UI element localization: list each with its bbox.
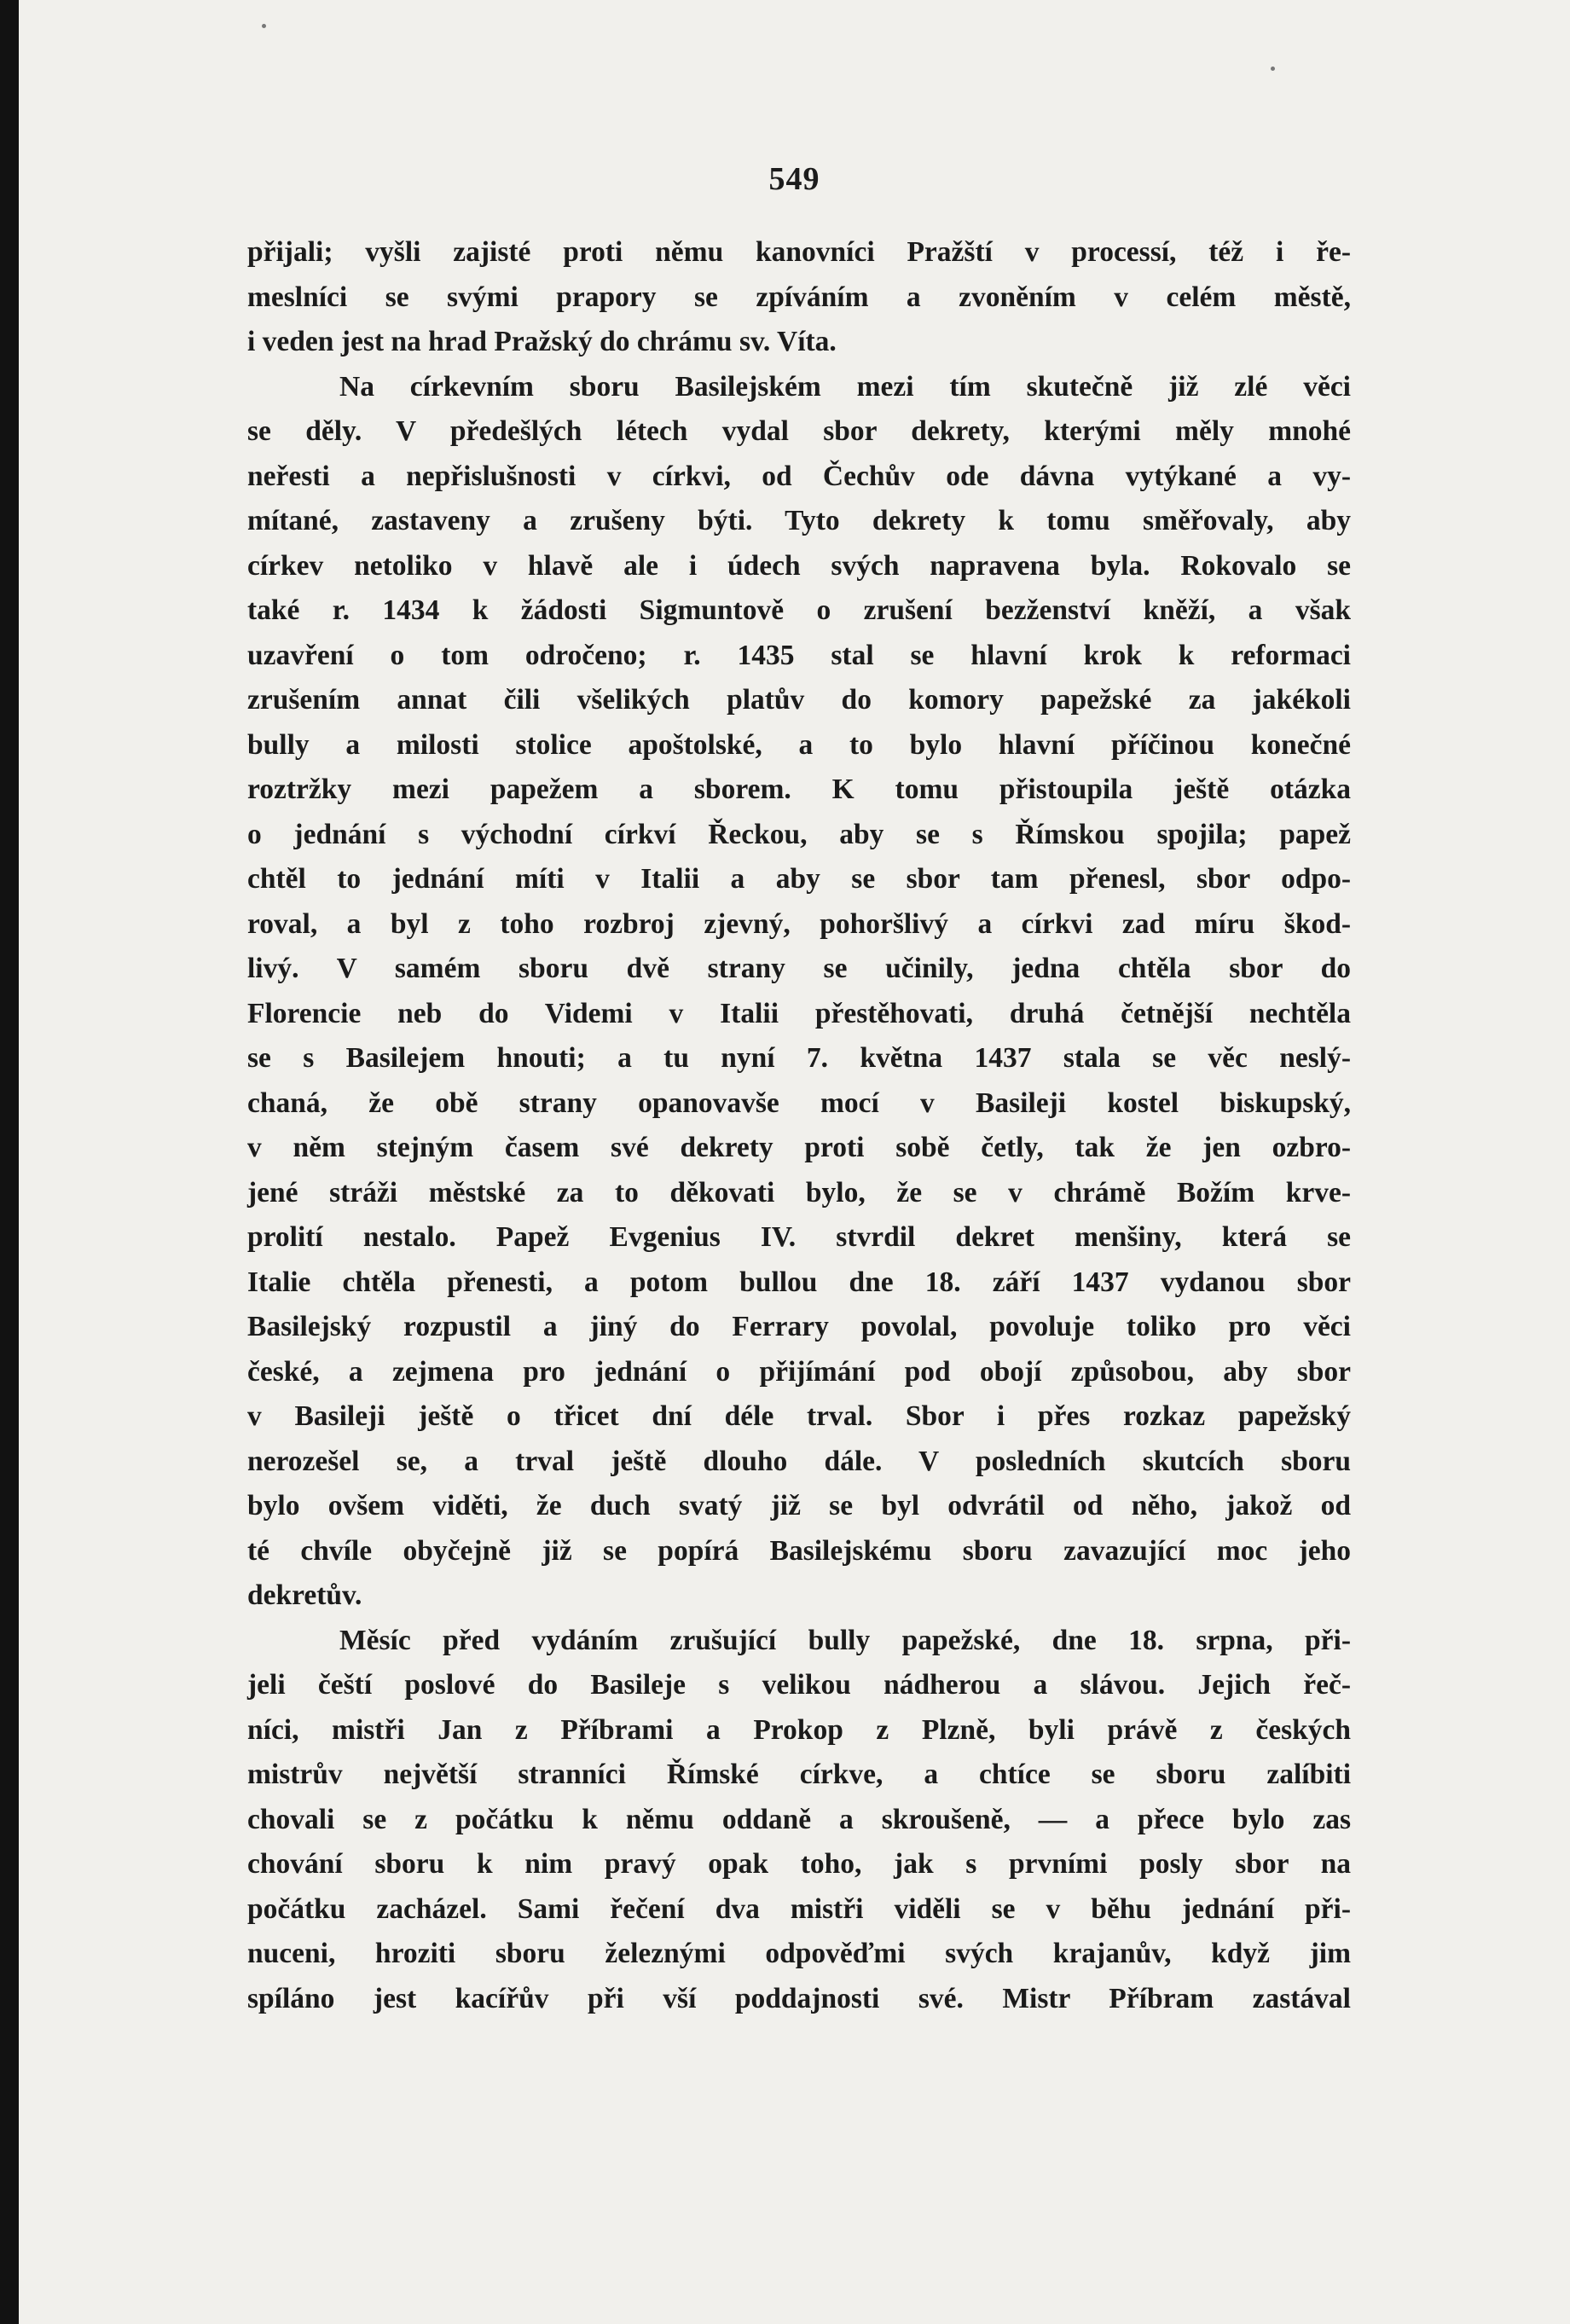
text-line: neřesti a nepřislušnosti v církvi, od Čechův ode dávna vytýkané a vy-	[247, 460, 1351, 492]
text-line: přijali; vyšli zajisté proti němu kanovníci Pražští v processí, též i ře-	[247, 236, 1351, 268]
text-line: se děly. V předešlých létech vydal sbor dekrety, kterými měly mnohé	[247, 415, 1351, 447]
book-page	[19, 0, 1570, 2324]
text-line: v Basileji ještě o třicet dní déle trval. Sbor i přes rozkaz papežský	[247, 1400, 1351, 1432]
text-line: nuceni, hroziti sboru železnými odpověďmi svých krajanův, když jim	[247, 1938, 1351, 1969]
text-line: Florencie neb do Videmi v Italii přestěhovati, druhá četnější nechtěla	[247, 997, 1351, 1029]
text-line: nerozešel se, a trval ještě dlouho dále. V posledních skutcích sboru	[247, 1445, 1351, 1477]
text-line: chaná, že obě strany opanovavše mocí v Basileji kostel biskupský,	[247, 1087, 1351, 1119]
text-line: chtěl to jednání míti v Italii a aby se sbor tam přenesl, sbor odpo-	[247, 863, 1351, 895]
text-line: počátku zacházel. Sami řečení dva mistři viděli se v běhu jednání při-	[247, 1892, 1351, 1925]
body-text	[247, 230, 1351, 2021]
text-line: Basilejský rozpustil a jiný do Ferrary povolal, povoluje toliko pro věci	[247, 1311, 1351, 1342]
text-line: české, a zejmena pro jednání o přijímání pod obojí způsobou, aby sbor	[247, 1355, 1351, 1388]
text-line: spíláno jest kacířův při vší poddajnosti své. Mistr Příbram zastával	[247, 1982, 1351, 2014]
text-line: té chvíle obyčejně již se popírá Basilejskému sboru zavazující moc jeho	[247, 1534, 1351, 1567]
text-line: mítané, zastaveny a zrušeny býti. Tyto dekrety k tomu směřovaly, aby	[247, 505, 1351, 536]
text-line: mistrův největší stranníci Římské církve, a chtíce se sboru zalíbiti	[247, 1759, 1351, 1790]
text-line: livý. V samém sboru dvě strany se učinily, jedna chtěla sbor do	[247, 953, 1351, 984]
page-number: 549	[768, 161, 820, 197]
text-line: zrušením annat čili všelikých platův do komory papežské za jakékoli	[247, 684, 1351, 716]
text-line: meslníci se svými prapory se zpíváním a zvoněním v celém městě,	[247, 281, 1351, 313]
text-line: dekretův.	[247, 1579, 362, 1611]
text-line: roztržky mezi papežem a sborem. K tomu přistoupila ještě otázka	[247, 774, 1351, 805]
text-line: v něm stejným časem své dekrety proti sobě četly, tak že jen ozbro-	[247, 1132, 1351, 1163]
text-line: uzavření o tom odročeno; r. 1435 stal se hlavní krok k reformaci	[247, 639, 1351, 671]
text-line: také r. 1434 k žádosti Sigmuntově o zrušení bezženství kněží, a však	[247, 594, 1351, 626]
text-line: Italie chtěla přenesti, a potom bullou dne 18. září 1437 vydanou sbor	[247, 1266, 1351, 1298]
text-line: níci, mistři Jan z Příbrami a Prokop z Plzně, byli právě z českých	[247, 1713, 1351, 1746]
text-line: o jednání s východní církví Řeckou, aby se s Římskou spojila; papež	[247, 818, 1351, 850]
text-line: jeli čeští poslové do Basileje s velikou nádherou a slávou. Jejich řeč-	[247, 1669, 1351, 1701]
text-line: Měsíc před vydáním zrušující bully papežské, dne 18. srpna, při-	[339, 1624, 1351, 1656]
text-line: Na církevním sboru Basilejském mezi tím skutečně již zlé věci	[339, 370, 1351, 403]
text-line: prolití nestalo. Papež Evgenius IV. stvrdil dekret menšiny, která se	[247, 1221, 1351, 1253]
scan-speck	[262, 24, 266, 28]
text-line: roval, a byl z toho rozbroj zjevný, pohoršlivý a církvi zad míru škod-	[247, 907, 1351, 940]
text-line: chovali se z počátku k němu oddaně a skroušeně, — a přece bylo zas	[247, 1803, 1351, 1835]
text-line: jené stráži městské za to děkovati bylo, že se v chrámě Božím krve-	[247, 1176, 1351, 1208]
scan-left-edge	[0, 0, 19, 2324]
text-line: chování sboru k nim pravý opak toho, jak s prvními posly sbor na	[247, 1848, 1351, 1880]
text-line: se s Basilejem hnouti; a tu nyní 7. května 1437 stala se věc neslý-	[247, 1042, 1351, 1074]
text-line: bylo ovšem viděti, že duch svatý již se byl odvrátil od něho, jakož od	[247, 1490, 1351, 1521]
text-line: bully a milosti stolice apoštolské, a to bylo hlavní příčinou konečné	[247, 728, 1351, 761]
scan-speck	[1271, 67, 1275, 71]
text-line: církev netoliko v hlavě ale i údech svých napravena byla. Rokovalo se	[247, 549, 1351, 582]
text-line: i veden jest na hrad Pražský do chrámu sv. Víta.	[247, 326, 837, 357]
